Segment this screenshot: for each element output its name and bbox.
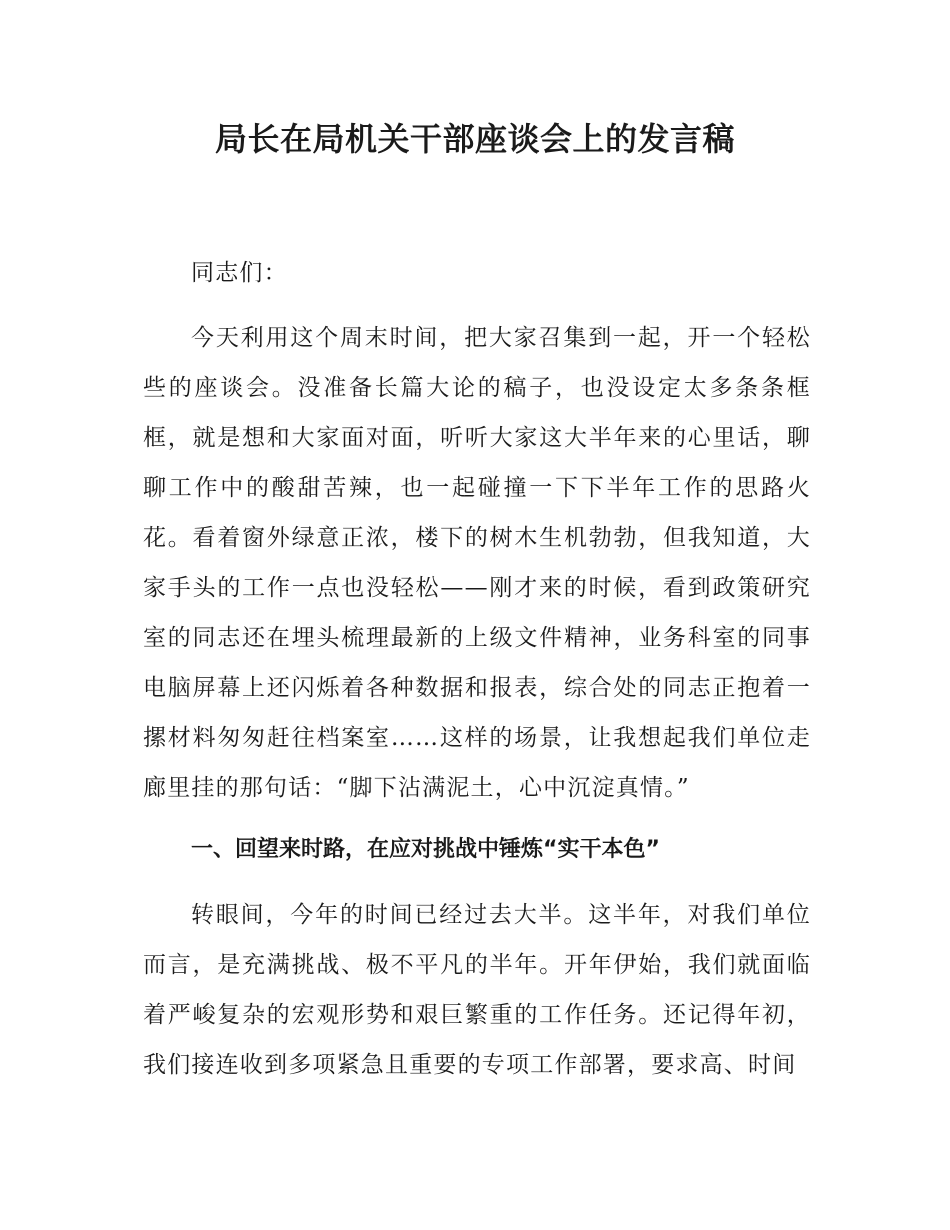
document-title: 局长在局机关干部座谈会上的发言稿 [214, 120, 735, 158]
body-paragraph-1: 今天利用这个周末时间，把大家召集到一起，开一个轻松些的座谈会。没准备长篇大论的稿子，也没设定太多条条框框，就是想和大家面对面，听听大家这大半年来的心里话，聊聊工作中的酸甜苦辣，也一起碰撞一下下半年工作的思路火花。看着窗外绿意正浓，楼下的树木生机勃勃，但我知道，大家手头的工作一点也没轻松——刚才来的时候，看到政策研究室的同志还在埋头梳理最新的上级文件精神，业务科室的同事电脑屏幕上还闪烁着各种数据和报表，综合处的同志正抱着一摞材料匆匆赶往档案室……这样的场景，让我想起我们单位走廊里挂的那句话：“脚下沾满泥土，心中沉淀真情。” [143, 325, 811, 801]
section-heading-1: 一、回望来时路，在应对挑战中锤炼“实干本色” [191, 837, 660, 862]
body-paragraph-2: 转眼间，今年的时间已经过去大半。这半年，对我们单位而言，是充满挑战、极不平凡的半年。开年伊始，我们就面临着严峻复杂的宏观形势和艰巨繁重的工作任务。还记得年初，我们接连收到多项紧急且重要的专项工作部署，要求高、时间 [143, 902, 811, 1078]
greeting-line: 同志们： [191, 260, 288, 286]
